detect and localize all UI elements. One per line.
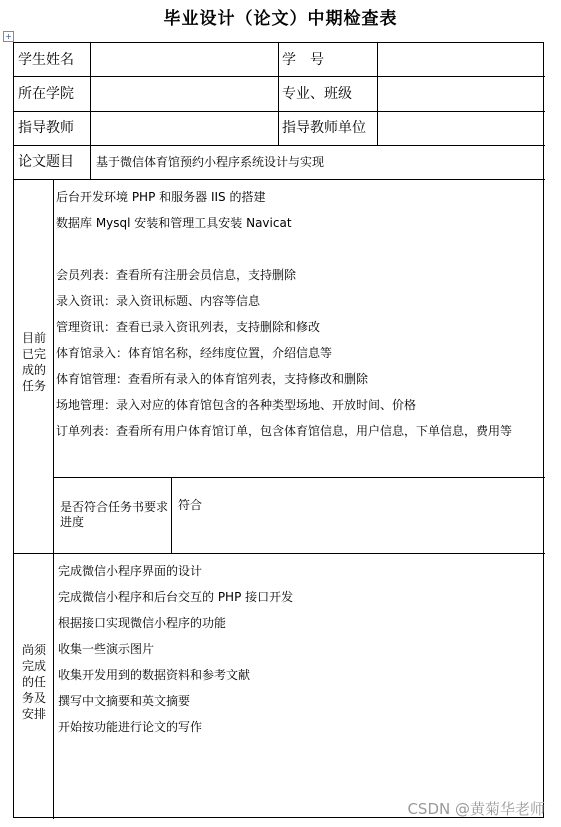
remaining-item: 开始按功能进行论文的写作	[58, 720, 203, 734]
completed-item: 体育馆管理：查看所有录入的体育馆列表，支持修改和删除	[56, 372, 369, 386]
watermark: CSDN @黄菊华老师	[407, 800, 545, 818]
completed-item: 录入资讯：录入资讯标题、内容等信息	[56, 294, 261, 308]
page-title: 毕业设计（论文）中期检查表	[163, 9, 398, 29]
major-class-label: 专业、班级	[282, 86, 352, 102]
check-form-table	[13, 42, 544, 818]
thesis-title-label: 论文题目	[18, 154, 74, 170]
remaining-item: 撰写中文摘要和英文摘要	[58, 694, 191, 708]
completed-item: 场地管理：录入对应的体育馆包含的各种类型场地、开放时间、价格	[56, 398, 417, 412]
student-id-label: 学 号	[282, 52, 324, 68]
advisor-unit-label: 指导教师单位	[282, 120, 366, 136]
remaining-item: 根据接口实现微信小程序的功能	[58, 616, 227, 630]
completed-item: 订单列表：查看所有用户体育馆订单，包含体育馆信息，用户信息，下单信息，费用等	[56, 424, 513, 438]
completed-item: 体育馆录入：体育馆名称，经纬度位置，介绍信息等	[56, 346, 333, 360]
advisor-label: 指导教师	[18, 120, 74, 136]
completed-item: 数据库 Mysql 安装和管理工具安装 Navicat	[56, 216, 292, 230]
completed-tasks-label: 目前已完成的任务	[21, 331, 46, 393]
remaining-item: 完成微信小程序和后台交互的 PHP 接口开发	[58, 590, 294, 604]
thesis-title-field[interactable]: 基于微信体育馆预约小程序系统设计与实现	[96, 155, 325, 169]
on-schedule-field[interactable]: 符合	[178, 498, 203, 512]
completed-item: 管理资讯：查看已录入资讯列表，支持删除和修改	[56, 320, 321, 334]
on-schedule-label: 是否符合任务书要求进度	[60, 500, 169, 529]
remaining-item: 收集一些演示图片	[58, 642, 155, 656]
table-move-handle-icon[interactable]: +	[3, 31, 14, 42]
college-label: 所在学院	[18, 86, 74, 102]
remaining-item: 完成微信小程序界面的设计	[58, 564, 203, 578]
remaining-item: 收集开发用到的数据资料和参考文献	[58, 668, 251, 682]
student-name-label: 学生姓名	[18, 52, 74, 68]
completed-item: 会员列表：查看所有注册会员信息，支持删除	[56, 268, 297, 282]
completed-item: 后台开发环境 PHP 和服务器 IIS 的搭建	[56, 190, 266, 204]
remaining-tasks-label: 尚须完成的任务及安排	[21, 643, 46, 721]
